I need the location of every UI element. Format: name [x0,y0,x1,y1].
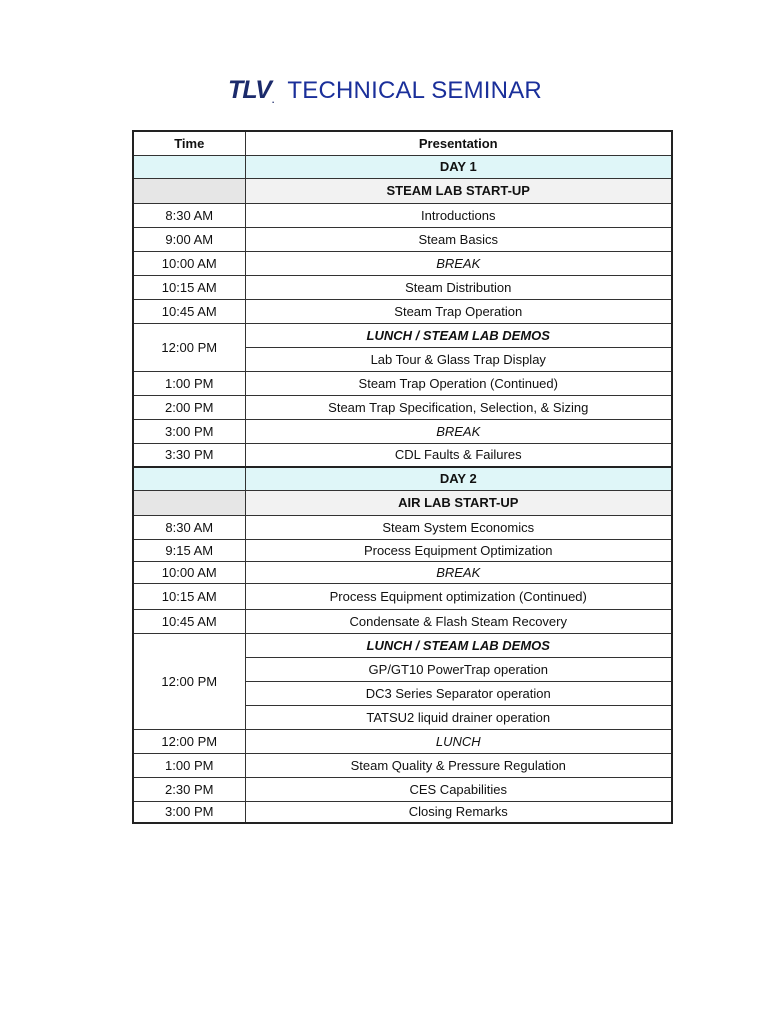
presentation-cell: DC3 Series Separator operation [245,681,672,705]
presentation-cell: Lab Tour & Glass Trap Display [245,347,672,371]
presentation-cell: Steam Trap Operation (Continued) [245,371,672,395]
table-row [133,583,672,609]
time-cell: 12:00 PM [133,729,245,753]
table-row [133,299,672,323]
time-cell: 10:15 AM [133,583,245,609]
presentation-cell: LUNCH / STEAM LAB DEMOS [245,633,672,657]
time-cell: 2:00 PM [133,395,245,419]
time-cell: 10:45 AM [133,609,245,633]
day-label: DAY 2 [245,467,672,490]
presentation-cell: Process Equipment Optimization [245,539,672,561]
presentation-cell: Steam Distribution [245,275,672,299]
column-header-presentation: Presentation [245,131,672,155]
table-row [133,275,672,299]
presentation-cell: LUNCH / STEAM LAB DEMOS [245,323,672,347]
column-header-time: Time [133,131,245,155]
presentation-cell: Closing Remarks [245,801,672,823]
lab-row [133,178,672,203]
table-row [133,371,672,395]
table-row [133,515,672,539]
time-cell: 3:00 PM [133,419,245,443]
table-row [133,539,672,561]
table-row [133,801,672,823]
time-cell: 10:00 AM [133,561,245,583]
presentation-cell: Steam Quality & Pressure Regulation [245,753,672,777]
time-cell: 12:00 PM [133,323,245,371]
table-row [133,443,672,467]
table-row [133,609,672,633]
table-row [133,561,672,583]
time-cell: 2:30 PM [133,777,245,801]
presentation-cell: Process Equipment optimization (Continued) [245,583,672,609]
table-row [133,227,672,251]
presentation-cell: LUNCH [245,729,672,753]
lab-row [133,490,672,515]
presentation-cell: Steam System Economics [245,515,672,539]
presentation-cell: Steam Basics [245,227,672,251]
lab-title: STEAM LAB START-UP [245,178,672,203]
time-cell: 10:00 AM [133,251,245,275]
seminar-schedule-table [132,130,673,824]
time-cell: 9:15 AM [133,539,245,561]
presentation-cell: Introductions [245,203,672,227]
time-cell: 10:45 AM [133,299,245,323]
lab-title: AIR LAB START-UP [245,490,672,515]
table-row [133,203,672,227]
presentation-cell: Steam Trap Specification, Selection, & Sizing [245,395,672,419]
table-header-row [133,131,672,155]
time-cell: 12:00 PM [133,633,245,729]
time-cell: 3:00 PM [133,801,245,823]
table-row [133,777,672,801]
presentation-cell: Condensate & Flash Steam Recovery [245,609,672,633]
table-row [133,753,672,777]
presentation-cell: CES Capabilities [245,777,672,801]
time-cell: 8:30 AM [133,203,245,227]
day-row [133,467,672,490]
table-row [133,633,672,657]
time-cell: 1:00 PM [133,753,245,777]
page-header [0,76,770,105]
time-cell: 3:30 PM [133,443,245,467]
time-cell: 10:15 AM [133,275,245,299]
presentation-cell: BREAK [245,419,672,443]
presentation-cell: TATSU2 liquid drainer operation [245,705,672,729]
table-row [133,395,672,419]
presentation-cell: BREAK [245,561,672,583]
time-cell: 8:30 AM [133,515,245,539]
time-cell: 9:00 AM [133,227,245,251]
table-row [133,419,672,443]
page-title: TECHNICAL SEMINAR [287,76,542,104]
presentation-cell: GP/GT10 PowerTrap operation [245,657,672,681]
table-row [133,251,672,275]
day-row [133,155,672,178]
time-cell: 1:00 PM [133,371,245,395]
presentation-cell: Steam Trap Operation [245,299,672,323]
table-row [133,323,672,347]
presentation-cell: CDL Faults & Failures [245,443,672,467]
tlv-logo: TLV. [228,76,274,105]
day-label: DAY 1 [245,155,672,178]
presentation-cell: BREAK [245,251,672,275]
table-row [133,729,672,753]
